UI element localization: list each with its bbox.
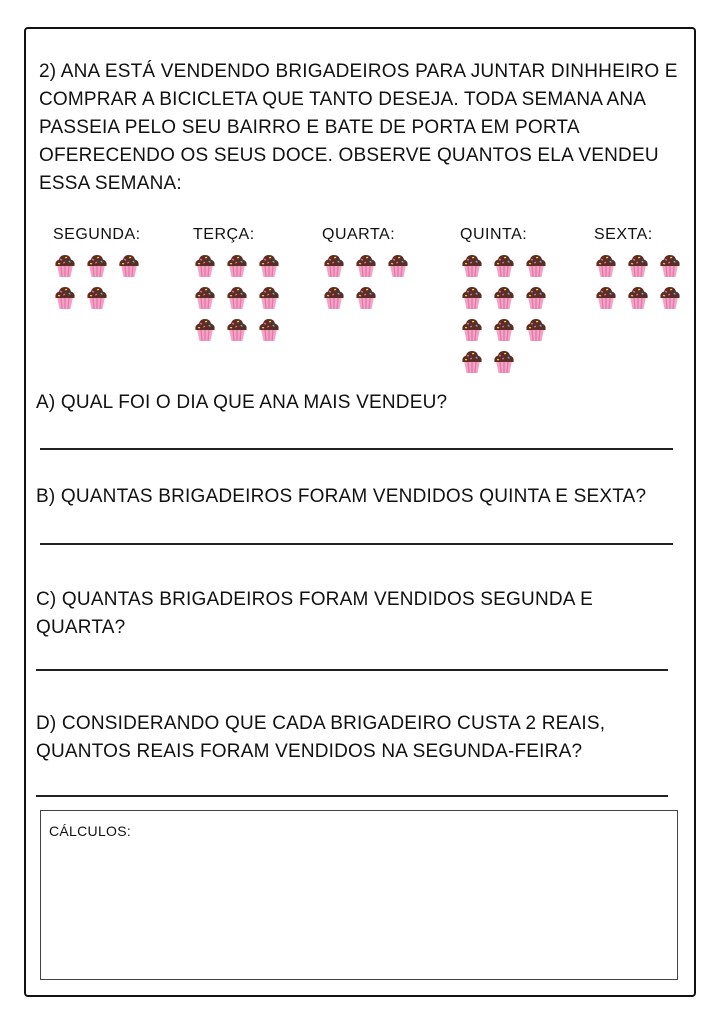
cupcake-icon	[257, 252, 281, 278]
calculations-label: CÁLCULOS:	[49, 823, 132, 839]
cupcake-icon	[193, 284, 217, 310]
cupcake-icon	[322, 284, 346, 310]
question-b: B) QUANTAS BRIGADEIROS FORAM VENDIDOS QUINTA E SEXTA?	[36, 486, 647, 507]
day-quinta	[460, 224, 527, 252]
cupcake-icon	[492, 348, 516, 374]
day-label: TERÇA:	[193, 226, 255, 243]
answer-line-c[interactable]	[36, 669, 668, 671]
cupcake-icon	[257, 316, 281, 342]
cupcake-icon	[460, 348, 484, 374]
question-c: C) QUANTAS BRIGADEIROS FORAM VENDIDOS SEGUNDA E QUARTA?	[36, 589, 593, 638]
cupcake-icon	[524, 316, 548, 342]
cupcake-icon	[354, 284, 378, 310]
day-sexta	[594, 224, 653, 252]
answer-line-b[interactable]	[40, 543, 673, 545]
cupcake-icon	[225, 252, 249, 278]
cupcake-icon	[594, 252, 618, 278]
day-label: QUINTA:	[460, 226, 528, 243]
question-d: D) CONSIDERANDO QUE CADA BRIGADEIRO CUSTA 2 REAIS, QUANTOS REAIS FORAM VENDIDOS NA SEGUNDA-FEIRA?	[36, 713, 606, 762]
intro-paragraph: 2) ANA ESTÁ VENDENDO BRIGADEIROS PARA JUNTAR DINHHEIRO E COMPRAR A BICICLETA QUE TANTO DESEJA. TODA SEMANA ANA PASSEIA PELO SEU BAIRRO E BATE DE PORTA EM PORTA OFERECENDO OS SEUS DOCE. OBSERVE QUANTOS ELA VENDEU ESSA SEMANA:	[39, 61, 678, 194]
cupcake-icon	[193, 316, 217, 342]
cupcake-icon	[117, 252, 141, 278]
cupcake-icon	[225, 316, 249, 342]
answer-line-a[interactable]	[40, 448, 673, 450]
day-quarta	[322, 224, 395, 252]
cupcake-icon	[53, 284, 77, 310]
cupcake-icon	[460, 284, 484, 310]
cupcake-icon	[594, 284, 618, 310]
cupcake-icon	[386, 252, 410, 278]
question-a: A) QUAL FOI O DIA QUE ANA MAIS VENDEU?	[36, 392, 448, 413]
cupcake-icon	[460, 252, 484, 278]
cupcake-icon	[524, 252, 548, 278]
cupcake-icon	[492, 316, 516, 342]
day-terca	[193, 224, 255, 252]
answer-line-d[interactable]	[36, 795, 668, 797]
day-label: QUARTA:	[322, 226, 396, 243]
day-label: SEXTA:	[594, 226, 653, 243]
cupcake-icon	[257, 284, 281, 310]
cupcake-icon	[193, 252, 217, 278]
calculations-box[interactable]	[40, 810, 678, 980]
cupcake-icon	[53, 252, 77, 278]
cupcake-icon	[85, 252, 109, 278]
cupcake-icon	[658, 252, 682, 278]
sales-by-day	[0, 224, 723, 384]
cupcake-icon	[354, 252, 378, 278]
cupcake-icon	[626, 252, 650, 278]
day-segunda	[53, 224, 141, 252]
cupcake-icon	[658, 284, 682, 310]
cupcake-icon	[85, 284, 109, 310]
cupcake-icon	[626, 284, 650, 310]
day-label: SEGUNDA:	[53, 226, 141, 243]
cupcake-icon	[492, 284, 516, 310]
cupcake-icon	[524, 284, 548, 310]
cupcake-icon	[460, 316, 484, 342]
cupcake-icon	[225, 284, 249, 310]
cupcake-icon	[492, 252, 516, 278]
cupcake-icon	[322, 252, 346, 278]
